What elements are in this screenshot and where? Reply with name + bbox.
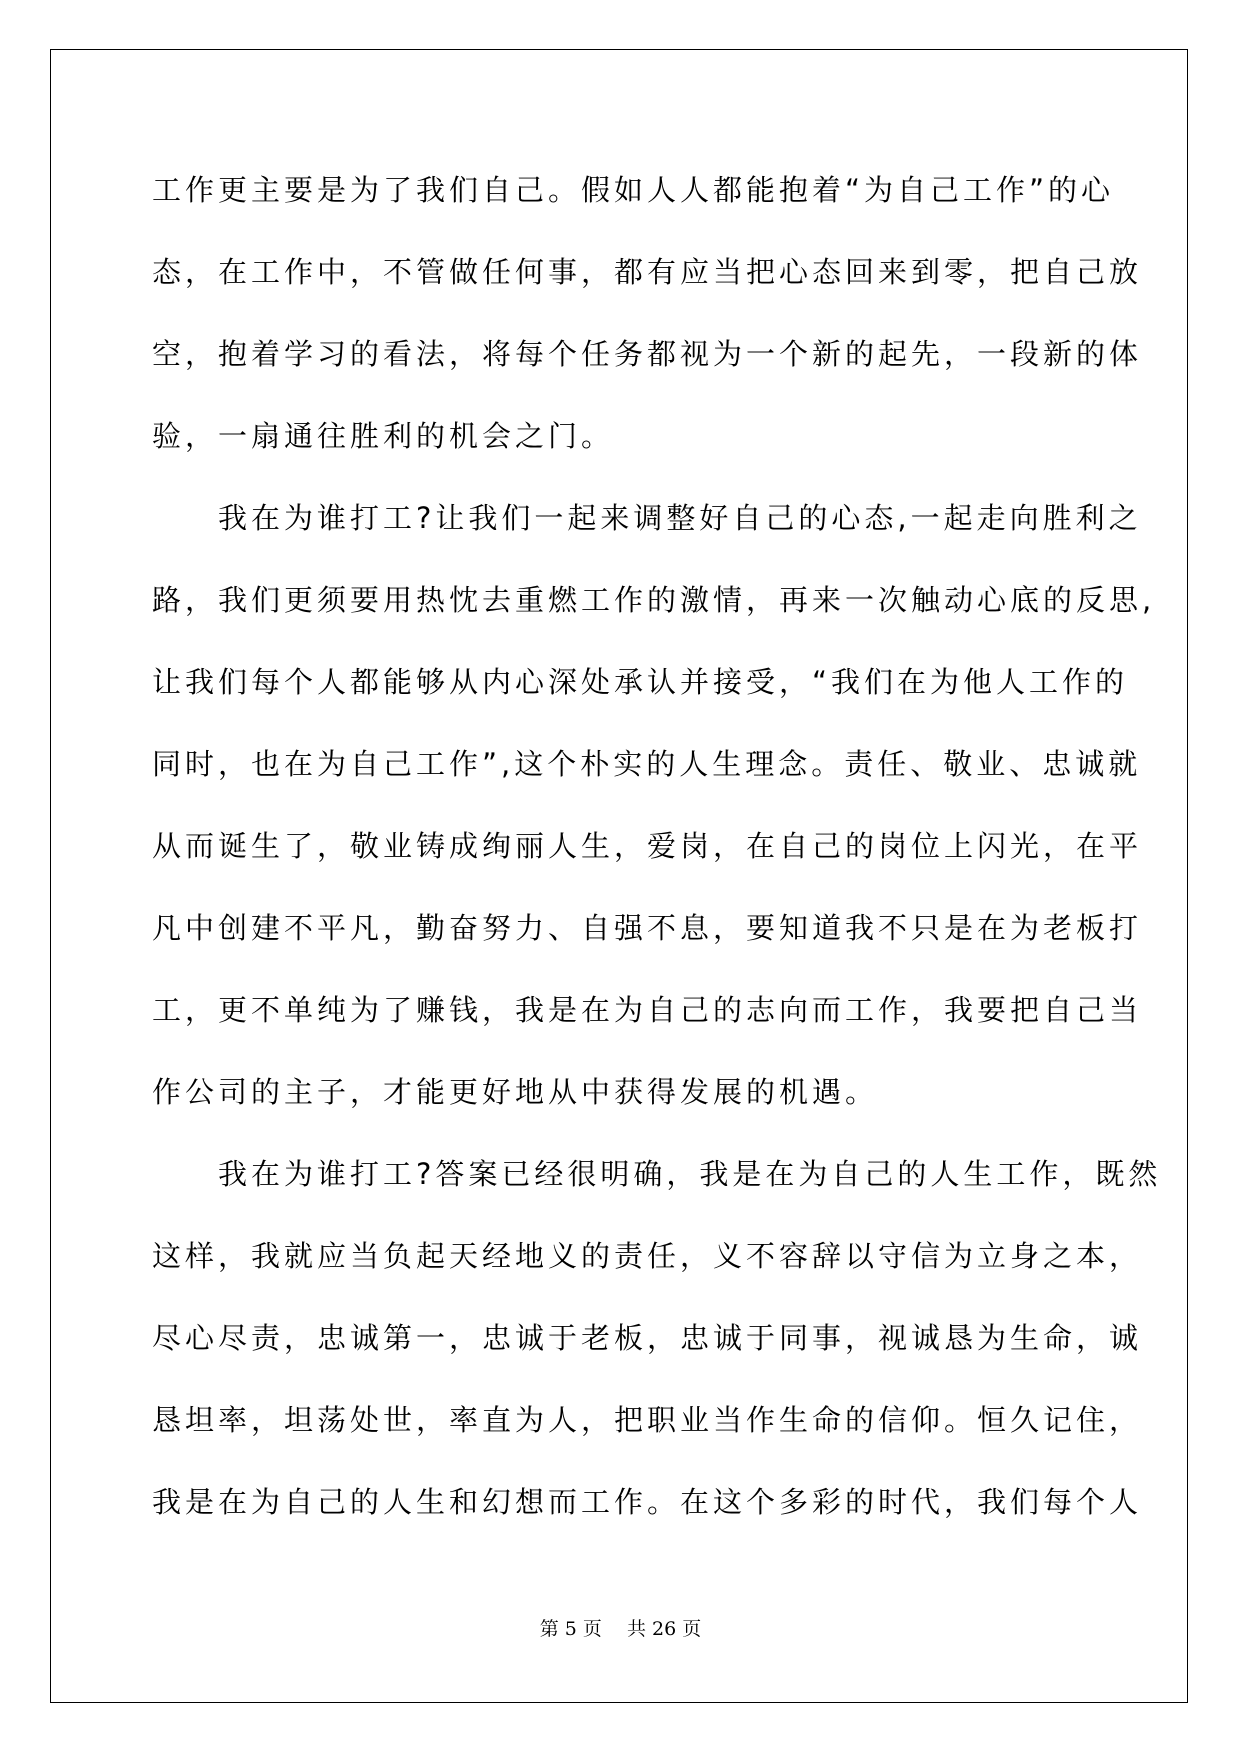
text-line: 从而诞生了，敬业铸成绚丽人生，爱岗，在自己的岗位上闪光，在平 (152, 829, 1143, 863)
paragraph (152, 160, 1143, 488)
page-number-footer: 第 5 页 共 26 页 (539, 1618, 702, 1640)
text-line: 这样，我就应当负起天经地义的责任，义不容辞以守信为立身之本， (152, 1239, 1143, 1273)
text-line: 同时，也在为自己工作”,这个朴实的人生理念。责任、敬业、忠诚就 (152, 747, 1142, 781)
text-line: 让我们每个人都能够从内心深处承认并接受，“我们在为他人工作的 (152, 665, 1129, 699)
text-line: 工作更主要是为了我们自己。假如人人都能抱着“为自己工作”的心 (152, 173, 1115, 207)
paragraph (152, 1144, 1162, 1554)
text-line: 我是在为自己的人生和幻想而工作。在这个多彩的时代，我们每个人 (152, 1485, 1143, 1519)
text-line: 我在为谁打工?让我们一起来调整好自己的心态,一起走向胜利之 (152, 501, 1142, 535)
text-line: 尽心尽责，忠诚第一，忠诚于老板，忠诚于同事，视诚恳为生命，诚 (152, 1321, 1143, 1355)
text-line: 我在为谁打工?答案已经很明确，我是在为自己的人生工作，既然 (152, 1157, 1162, 1191)
text-line: 路，我们更须要用热忱去重燃工作的激情，再来一次触动心底的反思, (152, 583, 1156, 617)
text-line: 恳坦率，坦荡处世，率直为人，把职业当作生命的信仰。恒久记住， (152, 1403, 1143, 1437)
text-line: 工，更不单纯为了赚钱，我是在为自己的志向而工作，我要把自己当 (152, 993, 1143, 1027)
text-line: 态，在工作中，不管做任何事，都有应当把心态回来到零，把自己放 (152, 255, 1143, 289)
document-body (152, 160, 1162, 1554)
text-line: 空，抱着学习的看法，将每个任务都视为一个新的起先，一段新的体 (152, 337, 1143, 371)
text-line: 验，一扇通往胜利的机会之门。 (152, 419, 615, 453)
paragraph (152, 488, 1156, 1144)
text-line: 作公司的主子，才能更好地从中获得发展的机遇。 (152, 1075, 879, 1109)
text-line: 凡中创建不平凡，勤奋努力、自强不息，要知道我不只是在为老板打 (152, 911, 1143, 945)
